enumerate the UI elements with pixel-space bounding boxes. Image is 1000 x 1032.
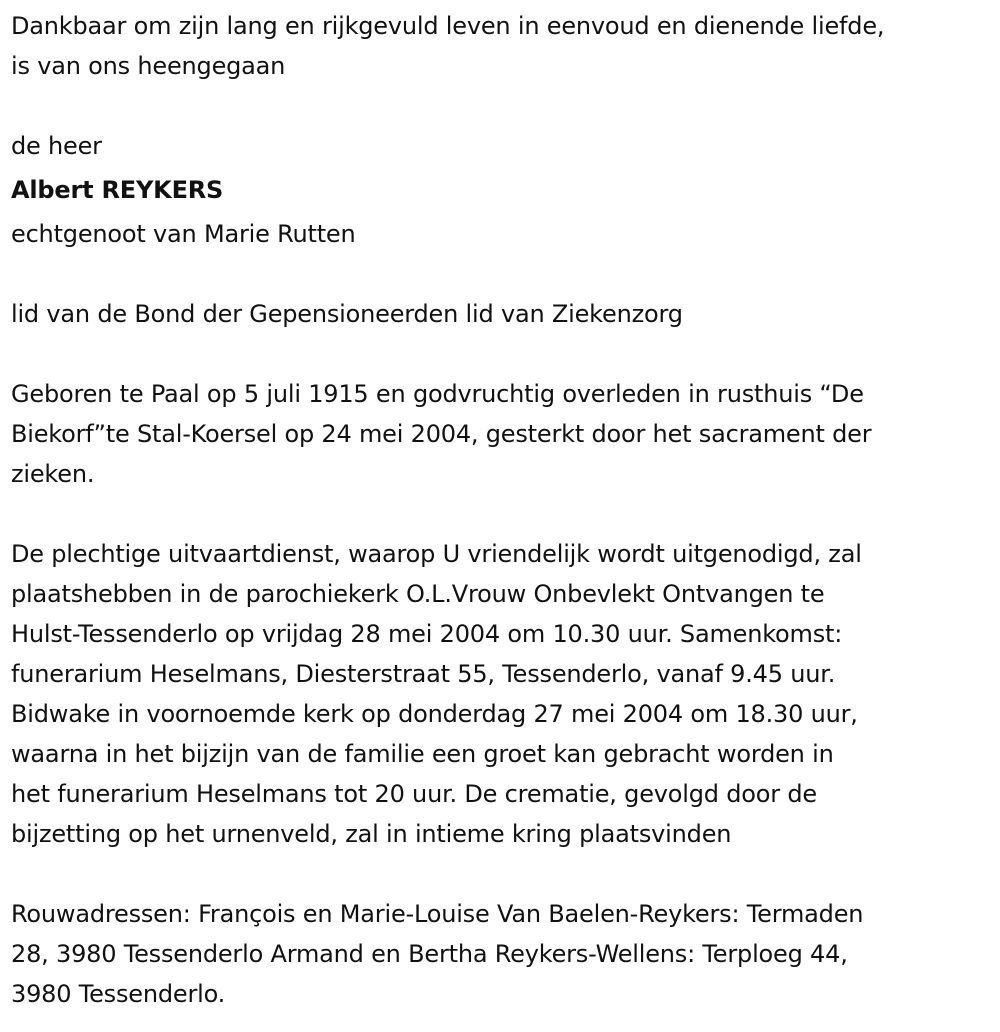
paragraph-gap bbox=[11, 854, 992, 894]
addresses-line: 28, 3980 Tessenderlo Armand en Bertha Reykers-Wellens: Terploeg 44, bbox=[11, 940, 848, 968]
spouse-line: echtgenoot van Marie Rutten bbox=[11, 220, 356, 248]
intro-line: is van ons heengegaan bbox=[11, 52, 286, 80]
birth-death-line: zieken. bbox=[11, 460, 95, 488]
intro-line: Dankbaar om zijn lang en rijkgevuld leven in eenvoud en dienende liefde, bbox=[11, 12, 885, 40]
funeral-line: Bidwake in voornoemde kerk op donderdag 27 mei 2004 om 18.30 uur, bbox=[11, 700, 858, 728]
funeral-line: funerarium Heselmans, Diesterstraat 55, Tessenderlo, vanaf 9.45 uur. bbox=[11, 660, 836, 688]
addresses-paragraph bbox=[11, 894, 992, 1014]
funeral-paragraph bbox=[11, 534, 992, 854]
birth-death-line: Geboren te Paal op 5 juli 1915 en godvruchtig overleden in rusthuis “De bbox=[11, 380, 864, 408]
paragraph-gap bbox=[11, 334, 992, 374]
salutation: de heer bbox=[11, 132, 102, 160]
funeral-line: waarna in het bijzijn van de familie een groet kan gebracht worden in bbox=[11, 740, 834, 768]
deceased-name: Albert REYKERS bbox=[11, 176, 224, 204]
birth-death-paragraph bbox=[11, 374, 992, 494]
paragraph-gap bbox=[11, 86, 992, 126]
addresses-line: Rouwadressen: François en Marie-Louise Van Baelen-Reykers: Termaden bbox=[11, 900, 864, 928]
memberships-line: lid van de Bond der Gepensioneerden lid van Ziekenzorg bbox=[11, 300, 683, 328]
funeral-line: het funerarium Heselmans tot 20 uur. De crematie, gevolgd door de bbox=[11, 780, 817, 808]
paragraph-gap bbox=[11, 254, 992, 294]
paragraph-gap bbox=[11, 494, 992, 534]
funeral-line: plaatshebben in de parochiekerk O.L.Vrouw Onbevlekt Ontvangen te bbox=[11, 580, 825, 608]
funeral-line: De plechtige uitvaartdienst, waarop U vriendelijk wordt uitgenodigd, zal bbox=[11, 540, 862, 568]
birth-death-line: Biekorf”te Stal-Koersel op 24 mei 2004, gesterkt door het sacrament der bbox=[11, 420, 872, 448]
funeral-line: Hulst-Tessenderlo op vrijdag 28 mei 2004 om 10.30 uur. Samenkomst: bbox=[11, 620, 843, 648]
intro-paragraph bbox=[11, 6, 992, 86]
funeral-line: bijzetting op het urnenveld, zal in intieme kring plaatsvinden bbox=[11, 820, 732, 848]
addresses-line: 3980 Tessenderlo. bbox=[11, 980, 226, 1008]
